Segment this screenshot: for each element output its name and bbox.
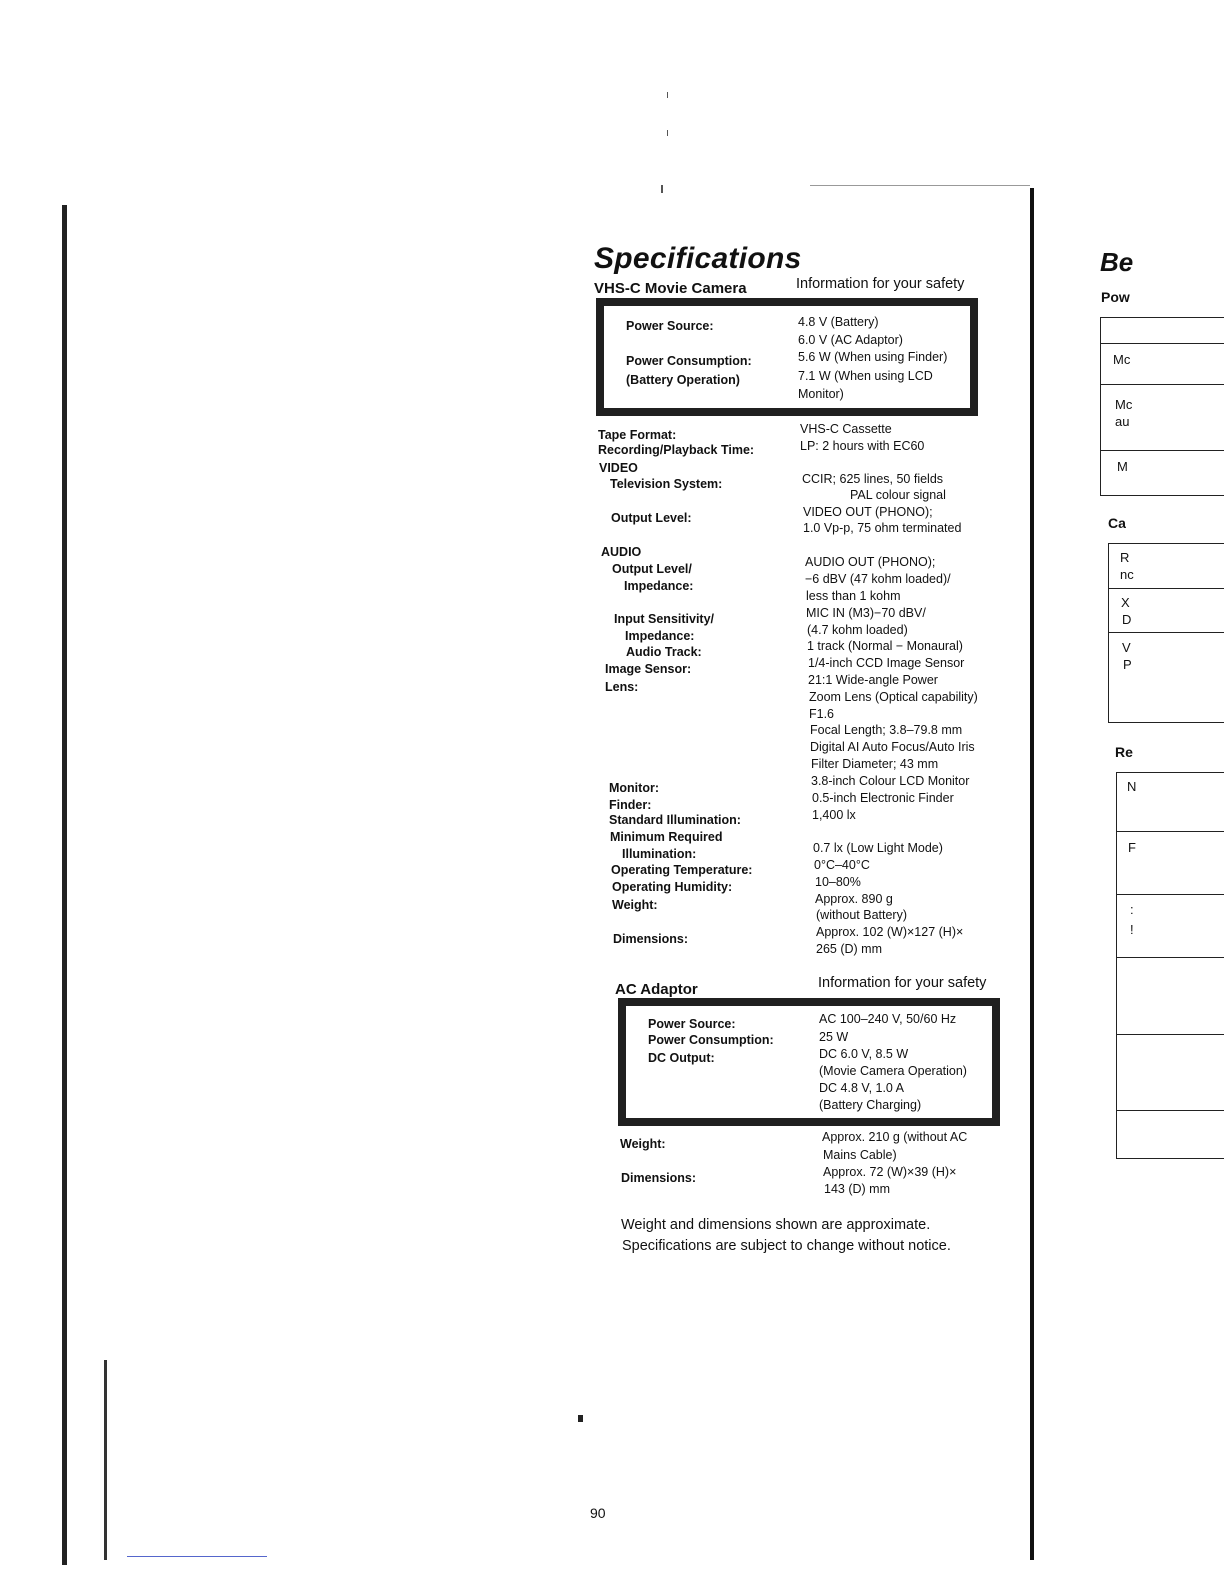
spec-value: VIDEO OUT (PHONO);: [803, 505, 933, 519]
scan-speck: [667, 130, 668, 136]
spec-label: Audio Track:: [626, 645, 702, 659]
spec-label: Dimensions:: [621, 1171, 697, 1185]
next-page-fragment: Mc: [1113, 352, 1131, 367]
next-page-title: Be: [1100, 247, 1134, 277]
spec-value: Approx. 72 (W)×39 (H)×: [823, 1165, 957, 1179]
spec-value: Zoom Lens (Optical capability): [809, 690, 978, 704]
table-rule: [1116, 1110, 1224, 1111]
spec-value: −6 dBV (47 kohm loaded)/: [805, 572, 951, 586]
next-page-fragment: au: [1115, 414, 1130, 429]
spec-label: Recording/Playback Time:: [598, 443, 755, 457]
spec-label: Weight:: [620, 1137, 666, 1151]
spec-value: 265 (D) mm: [816, 942, 882, 956]
spec-label: Illumination:: [622, 847, 697, 861]
spec-label: Dimensions:: [613, 932, 689, 946]
spec-value: 10–80%: [815, 875, 861, 889]
table-rule: [1100, 343, 1224, 344]
spec-label: (Battery Operation): [626, 373, 740, 387]
spec-label: Lens:: [605, 680, 639, 694]
spec-value: 1,400 lx: [812, 808, 856, 822]
spec-value: MIC IN (M3)−70 dBV/: [806, 606, 926, 620]
next-page-fragment: N: [1127, 779, 1137, 794]
spec-label: Tape Format:: [598, 428, 677, 442]
next-page-fragment: Mc: [1115, 397, 1133, 412]
spec-value: 1/4-inch CCD Image Sensor: [808, 656, 965, 670]
spec-label: Television System:: [610, 477, 723, 491]
binding-edge: [62, 205, 67, 1565]
spec-value: 0.7 lx (Low Light Mode): [813, 841, 943, 855]
spec-label: Monitor:: [609, 781, 659, 795]
next-page-fragment: M: [1117, 459, 1128, 474]
spec-value: F1.6: [809, 707, 835, 721]
next-page-subheading: Pow: [1101, 289, 1130, 305]
page-title: Specifications: [594, 242, 802, 275]
table-rule: [1108, 632, 1224, 633]
spec-label: Operating Humidity:: [612, 880, 733, 894]
spec-value: 5.6 W (When using Finder): [798, 350, 948, 364]
spec-label: Minimum Required: [610, 830, 723, 844]
spec-label: DC Output:: [648, 1051, 715, 1065]
spec-value: Digital AI Auto Focus/Auto Iris: [810, 740, 975, 754]
table-rule: [1116, 894, 1224, 895]
spec-value: (without Battery): [816, 908, 908, 922]
spec-label: Power Consumption:: [648, 1033, 774, 1047]
spec-value: DC 6.0 V, 8.5 W: [819, 1047, 909, 1061]
spec-label: AUDIO: [601, 545, 642, 559]
spec-label: Operating Temperature:: [611, 863, 753, 877]
spec-value: (Movie Camera Operation): [819, 1064, 967, 1078]
next-page-fragment: F: [1128, 840, 1136, 855]
camera-safety-box: [596, 298, 978, 416]
spec-label: Finder:: [609, 798, 652, 812]
next-page-fragment: nc: [1120, 567, 1134, 582]
spec-value: DC 4.8 V, 1.0 A: [819, 1081, 905, 1095]
spec-value: PAL colour signal: [850, 488, 946, 502]
spec-value: less than 1 kohm: [806, 589, 901, 603]
camera-safety-note: Information for your safety: [796, 276, 965, 292]
next-page-fragment: :: [1130, 902, 1134, 917]
spec-value: (Battery Charging): [819, 1098, 922, 1112]
spec-value: Monitor): [798, 387, 844, 401]
spec-value: Approx. 210 g (without AC: [822, 1130, 968, 1144]
spec-value: Approx. 102 (W)×127 (H)×: [816, 925, 964, 939]
scan-speck: [667, 92, 668, 98]
spec-value: 21:1 Wide-angle Power: [808, 673, 938, 687]
spec-value: VHS-C Cassette: [800, 422, 892, 436]
spec-label: Weight:: [612, 898, 658, 912]
spec-value: LP: 2 hours with EC60: [800, 439, 925, 453]
spec-label: Power Source:: [648, 1017, 736, 1031]
next-page-fragment: R: [1120, 550, 1130, 565]
spec-value: 7.1 W (When using LCD: [798, 369, 933, 383]
spec-label: Output Level/: [612, 562, 692, 576]
next-page-heading: Ca: [1108, 515, 1126, 531]
footer-note-line: Specifications are subject to change without notice.: [622, 1238, 951, 1254]
spec-value: 0°C–40°C: [814, 858, 870, 872]
spec-label: Impedance:: [625, 629, 695, 643]
next-page-fragment: V: [1122, 640, 1131, 655]
spec-value: AUDIO OUT (PHONO);: [805, 555, 936, 569]
spec-value: Mains Cable): [823, 1148, 897, 1162]
binding-edge-lower: [104, 1360, 107, 1560]
spec-value: 4.8 V (Battery): [798, 315, 879, 329]
spec-value: 1.0 Vp-p, 75 ohm terminated: [803, 521, 962, 535]
scan-speck: [578, 1415, 583, 1422]
spec-label: Power Consumption:: [626, 354, 752, 368]
spec-value: 143 (D) mm: [824, 1182, 890, 1196]
footer-note-line: Weight and dimensions shown are approximate.: [621, 1217, 931, 1233]
adaptor-safety-box: [618, 998, 1000, 1126]
scan-smudge: [810, 185, 1030, 186]
camera-heading: VHS-C Movie Camera: [594, 280, 747, 297]
spec-value: 0.5-inch Electronic Finder: [812, 791, 954, 805]
spec-value: AC 100–240 V, 50/60 Hz: [819, 1012, 957, 1026]
spec-value: (4.7 kohm loaded): [807, 623, 908, 637]
spec-value: CCIR; 625 lines, 50 fields: [802, 472, 944, 486]
next-page-fragment: D: [1122, 612, 1132, 627]
adaptor-safety-note: Information for your safety: [818, 975, 987, 991]
spec-label: VIDEO: [599, 461, 638, 475]
table-rule: [1100, 384, 1224, 385]
spec-label: Power Source:: [626, 319, 714, 333]
spec-value: Filter Diameter; 43 mm: [811, 757, 939, 771]
spec-value: 25 W: [819, 1030, 849, 1044]
spec-label: Standard Illumination:: [609, 813, 741, 827]
table-rule: [1108, 588, 1224, 589]
table-rule: [1116, 1034, 1224, 1035]
next-page-fragment: !: [1130, 922, 1134, 937]
scan-line: [127, 1556, 267, 1557]
table-rule: [1116, 831, 1224, 832]
scan-speck: [661, 185, 663, 193]
spec-label: Output Level:: [611, 511, 692, 525]
spec-value: Approx. 890 g: [815, 892, 893, 906]
table-rule: [1100, 450, 1224, 451]
page-fold-rule: [1030, 188, 1034, 1560]
table-rule: [1116, 957, 1224, 958]
spec-value: 3.8-inch Colour LCD Monitor: [811, 774, 970, 788]
adaptor-heading: AC Adaptor: [615, 981, 698, 998]
spec-label: Input Sensitivity/: [614, 612, 715, 626]
spec-label: Image Sensor:: [605, 662, 692, 676]
next-page-fragment: X: [1121, 595, 1130, 610]
next-page-fragment: P: [1123, 657, 1132, 672]
next-page-heading: Re: [1115, 744, 1133, 760]
spec-value: 1 track (Normal − Monaural): [807, 639, 963, 653]
spec-value: 6.0 V (AC Adaptor): [798, 333, 903, 347]
spec-label: Impedance:: [624, 579, 694, 593]
page-number: 90: [590, 1505, 606, 1521]
spec-value: Focal Length; 3.8–79.8 mm: [810, 723, 963, 737]
